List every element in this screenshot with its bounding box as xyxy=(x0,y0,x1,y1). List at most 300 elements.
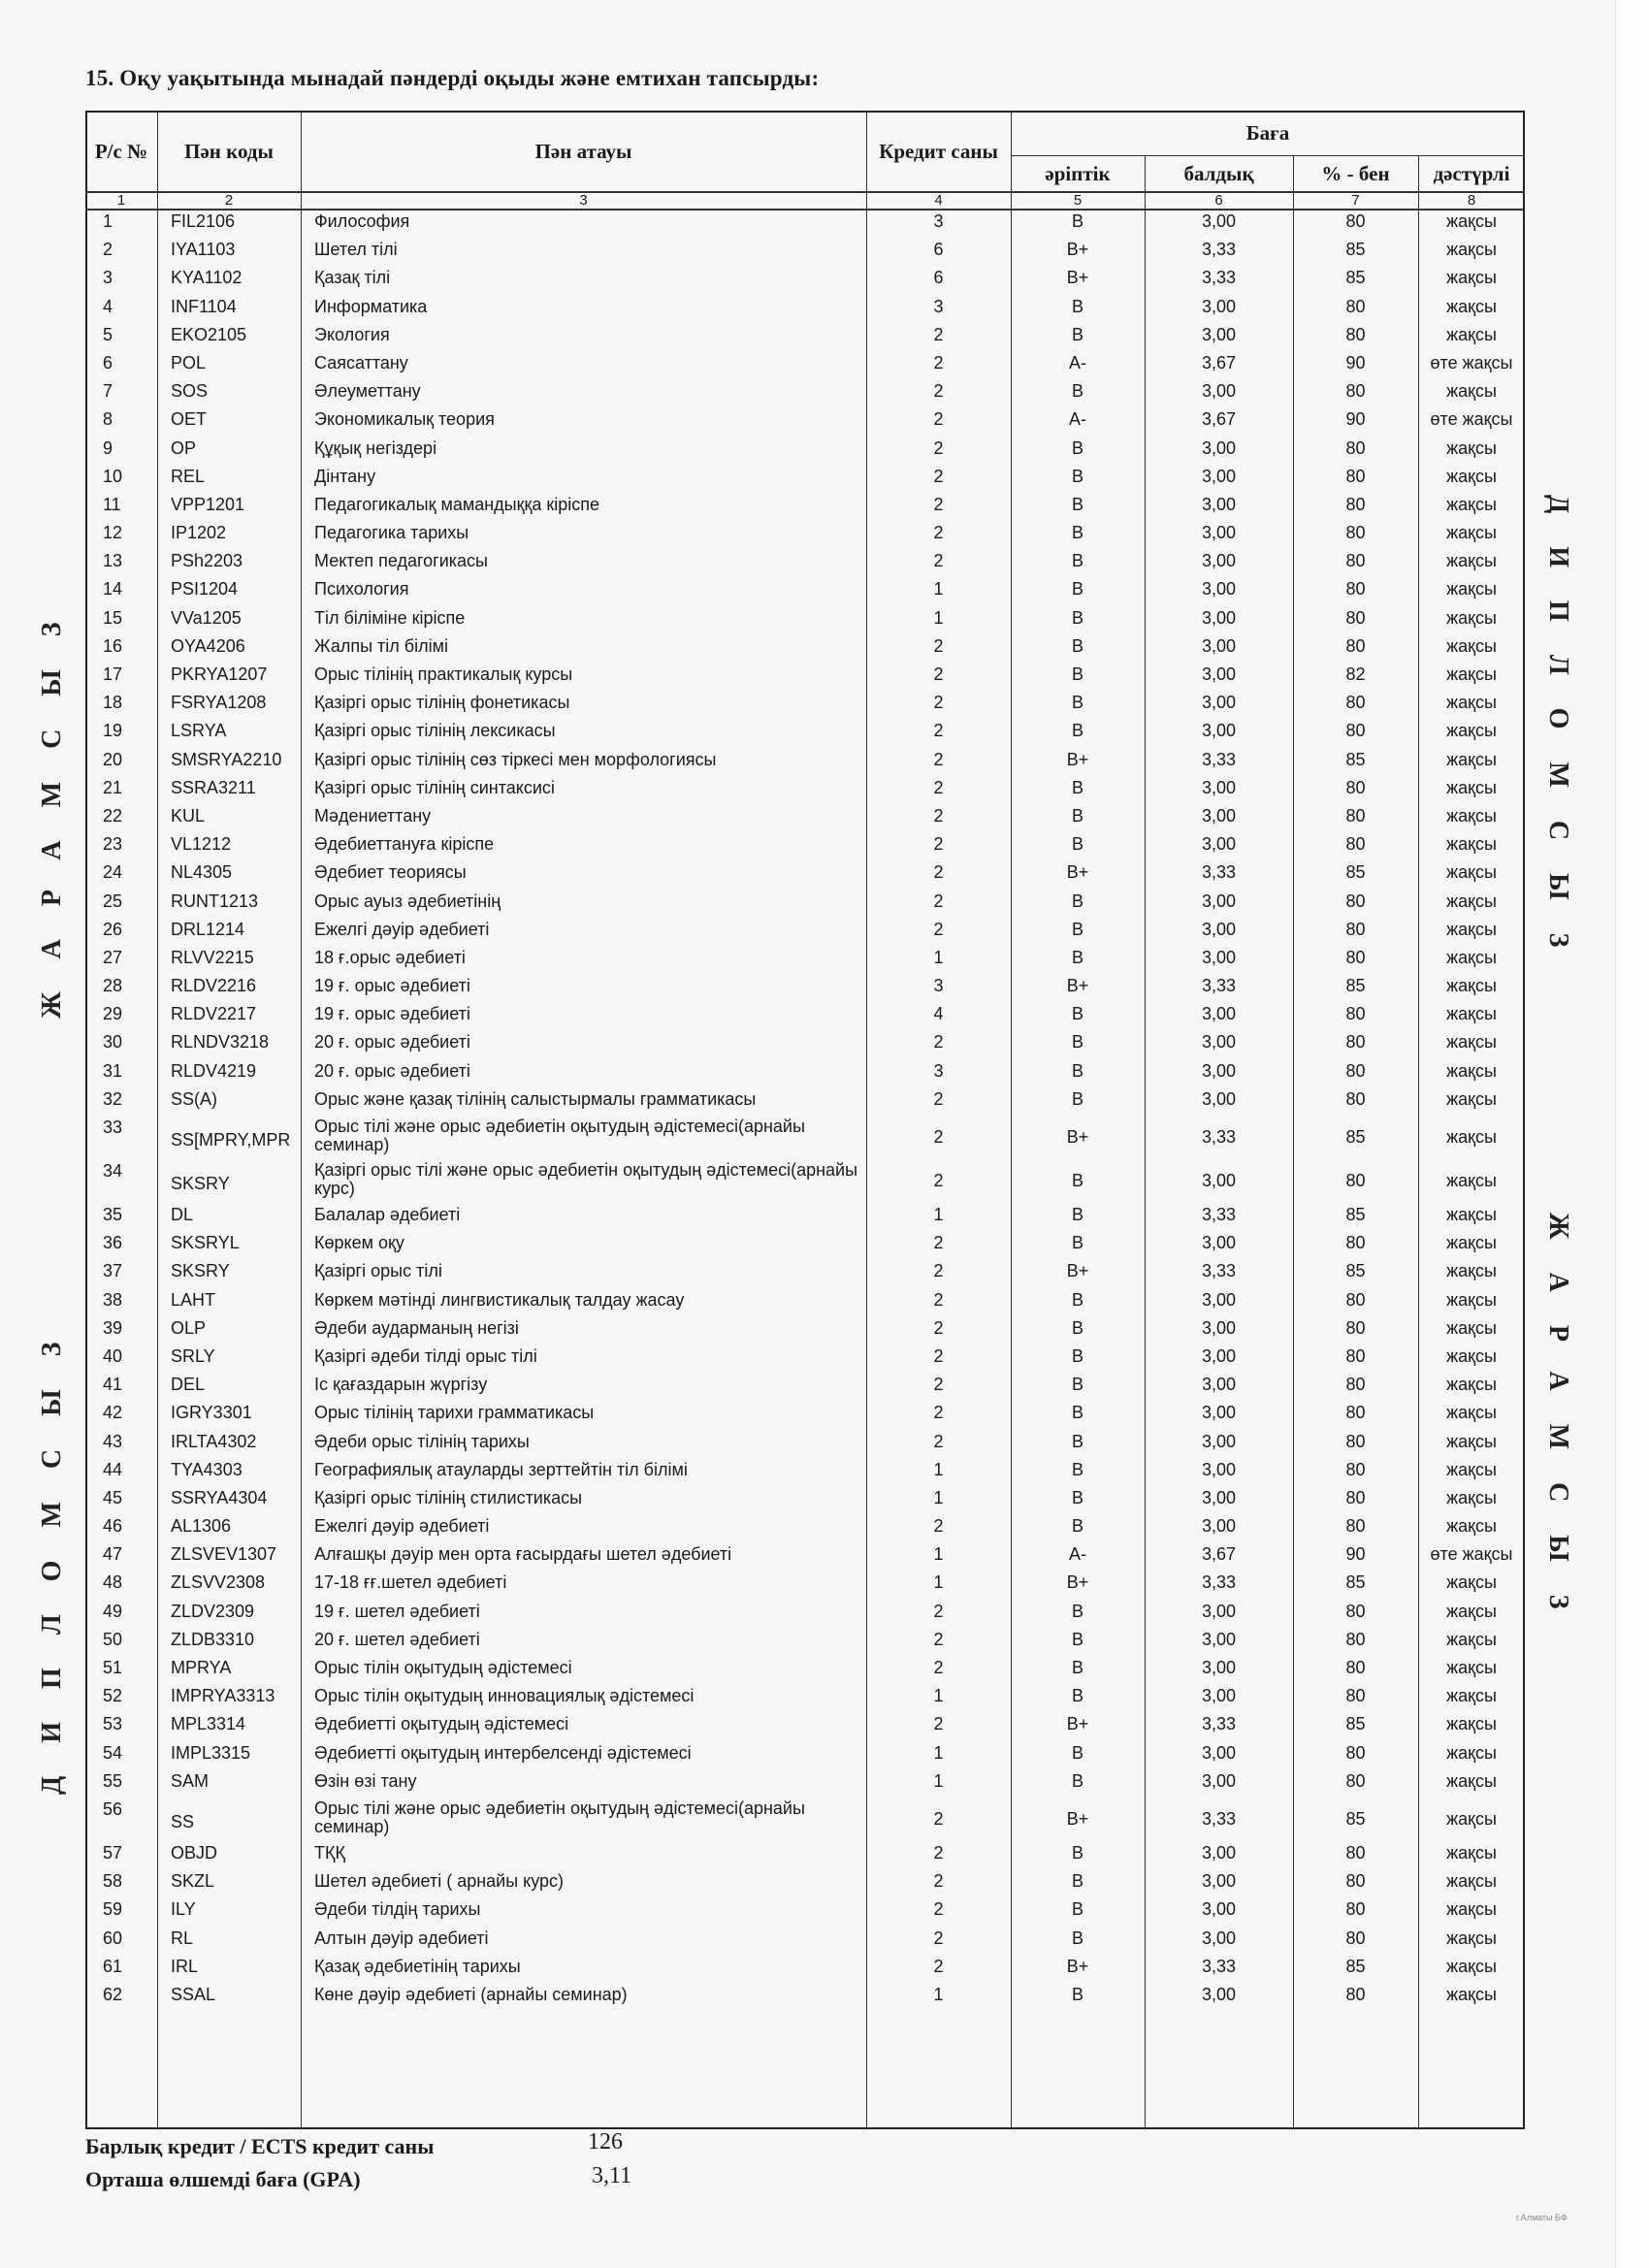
traditional-grade: жақсы xyxy=(1446,976,1497,996)
grade-points: 3,00 xyxy=(1201,494,1237,514)
row-number: 11 xyxy=(103,494,121,514)
letter-grade: B xyxy=(1071,1984,1083,2004)
col-number: 6 xyxy=(1214,192,1223,209)
row-number: 29 xyxy=(103,1004,123,1024)
credits: 2 xyxy=(933,1658,944,1677)
percent-score: 80 xyxy=(1345,324,1366,344)
row-number: 37 xyxy=(103,1261,123,1281)
letter-grade: A- xyxy=(1069,352,1086,373)
credits: 2 xyxy=(933,437,944,458)
col-number: 5 xyxy=(1073,192,1083,209)
row-number: 19 xyxy=(103,721,123,741)
course-code: SSRYA4304 xyxy=(171,1487,268,1507)
traditional-grade: жақсы xyxy=(1446,579,1497,599)
table-row xyxy=(85,1954,1525,1982)
course-code: NL4305 xyxy=(171,862,233,883)
grade-points: 3,00 xyxy=(1201,1842,1237,1863)
row-number: 54 xyxy=(103,1742,123,1763)
credits: 2 xyxy=(933,1261,944,1281)
course-code: SAM xyxy=(171,1770,210,1791)
course-name: Информатика xyxy=(314,296,428,316)
course-code: OP xyxy=(171,437,197,458)
letter-grade: B xyxy=(1071,211,1083,231)
course-code: SS xyxy=(171,1811,195,1831)
header-num: Р/с № xyxy=(94,139,148,163)
course-code: LAHT xyxy=(171,1289,216,1310)
table-row xyxy=(85,1840,1525,1868)
grade-points: 3,00 xyxy=(1201,324,1237,344)
course-name: Орыс тілін оқытудың әдістемесі xyxy=(314,1658,572,1677)
course-code: ZLDB3310 xyxy=(171,1629,255,1649)
credits: 1 xyxy=(933,1742,944,1763)
letter-grade: B xyxy=(1071,1205,1083,1224)
traditional-grade: жақсы xyxy=(1446,381,1497,402)
course-name: Шетел әдебиеті ( арнайы курс) xyxy=(314,1871,565,1892)
course-code: SMSRYA2210 xyxy=(171,749,282,769)
grade-points: 3,00 xyxy=(1201,1658,1237,1677)
credits: 1 xyxy=(933,1544,944,1565)
traditional-grade: жақсы xyxy=(1446,834,1497,855)
traditional-grade: жақсы xyxy=(1446,1842,1497,1863)
course-name: Мектеп педагогикасы xyxy=(314,551,488,571)
credits: 2 xyxy=(933,466,944,486)
credits: 2 xyxy=(933,1899,944,1920)
grade-points: 3,00 xyxy=(1201,296,1237,316)
course-code: TYA4303 xyxy=(171,1459,242,1479)
course-name: Әдеби аударманың негізі xyxy=(314,1317,519,1338)
letter-grade: B xyxy=(1071,296,1083,316)
letter-grade: B xyxy=(1071,1842,1083,1863)
table-row xyxy=(85,406,1525,435)
row-number: 52 xyxy=(103,1686,123,1706)
course-code: SRLY xyxy=(171,1345,215,1366)
percent-score: 80 xyxy=(1345,494,1366,514)
gpa-label: Орташа өлшемді баға (GPA) xyxy=(85,2167,361,2191)
credits: 2 xyxy=(933,1032,944,1053)
table-row xyxy=(85,1711,1525,1739)
percent-score: 85 xyxy=(1345,976,1366,996)
row-number: 1 xyxy=(103,211,113,231)
course-code: RLDV2217 xyxy=(171,1004,257,1024)
grade-points: 3,00 xyxy=(1201,1601,1237,1621)
percent-score: 80 xyxy=(1345,1928,1366,1948)
course-name: Ежелгі дәуір әдебиеті xyxy=(314,1516,490,1537)
table-row xyxy=(85,718,1525,746)
table-row xyxy=(85,1400,1525,1428)
grade-points: 3,00 xyxy=(1201,1516,1237,1537)
traditional-grade: жақсы xyxy=(1446,664,1497,684)
course-name: Орыс тілін оқытудың инновациялық әдістемесі xyxy=(314,1686,695,1706)
credits: 2 xyxy=(933,1808,944,1829)
traditional-grade: өте жақсы xyxy=(1430,352,1513,373)
credits: 6 xyxy=(933,268,944,288)
course-code: IMPL3315 xyxy=(171,1742,251,1763)
credits: 1 xyxy=(933,947,944,967)
course-name: 17-18 ғғ.шетел әдебиеті xyxy=(314,1572,507,1593)
row-number: 9 xyxy=(103,437,113,458)
table-row xyxy=(85,1982,1525,2010)
traditional-grade: жақсы xyxy=(1446,1601,1497,1621)
traditional-grade: жақсы xyxy=(1446,635,1497,656)
watermark-right-upper: ДИПЛОМСЫЗ xyxy=(1543,495,1573,981)
credits: 2 xyxy=(933,1317,944,1338)
percent-score: 80 xyxy=(1345,1770,1366,1791)
table-row xyxy=(85,350,1525,378)
letter-grade: B xyxy=(1071,1060,1083,1081)
table-row xyxy=(85,831,1525,859)
percent-score: 85 xyxy=(1345,749,1366,769)
traditional-grade: жақсы xyxy=(1446,324,1497,344)
grade-points: 3,00 xyxy=(1201,437,1237,458)
row-number: 28 xyxy=(103,976,123,996)
watermark-left-lower: ДИПЛОМСЫЗ xyxy=(37,1309,67,1795)
course-name: Қазіргі орыс тілі xyxy=(314,1261,442,1281)
traditional-grade: жақсы xyxy=(1446,1770,1497,1791)
traditional-grade: жақсы xyxy=(1446,268,1497,288)
row-number: 39 xyxy=(103,1317,123,1338)
grade-points: 3,00 xyxy=(1201,1233,1237,1253)
row-number: 35 xyxy=(103,1205,123,1224)
credits: 2 xyxy=(933,1842,944,1863)
course-name: Көне дәуір әдебиеті (арнайы семинар) xyxy=(314,1984,628,2004)
table-row xyxy=(85,1457,1525,1485)
course-code: SSAL xyxy=(171,1984,216,2004)
credits: 2 xyxy=(933,1088,944,1109)
percent-score: 80 xyxy=(1345,551,1366,571)
total-credits-label: Барлық кредит / ECTS кредит саны xyxy=(85,2134,435,2158)
course-name: Психология xyxy=(314,579,409,599)
table-row xyxy=(85,747,1525,775)
letter-grade: B+ xyxy=(1066,240,1089,260)
table-row xyxy=(85,576,1525,604)
course-code: RL xyxy=(171,1928,194,1948)
course-code: FIL2106 xyxy=(171,211,236,231)
course-name: Саясаттану xyxy=(314,352,408,373)
letter-grade: B xyxy=(1071,947,1083,967)
credits: 2 xyxy=(933,1375,944,1395)
course-name: Әдебиетті оқытудың әдістемесі xyxy=(314,1714,569,1734)
row-number: 60 xyxy=(103,1928,123,1948)
table-row xyxy=(85,1513,1525,1541)
grade-points: 3,00 xyxy=(1201,1403,1237,1423)
traditional-grade: жақсы xyxy=(1446,494,1497,514)
grade-points: 3,33 xyxy=(1201,1956,1237,1976)
grade-points: 3,00 xyxy=(1201,805,1237,826)
credits: 2 xyxy=(933,749,944,769)
course-code: PSI1204 xyxy=(171,579,239,599)
grade-points: 3,00 xyxy=(1201,1871,1237,1892)
grade-points: 3,00 xyxy=(1201,1899,1237,1920)
row-number: 41 xyxy=(103,1375,123,1395)
course-name: Алғашқы дәуір мен орта ғасырдағы шетел әдебиеті xyxy=(314,1544,732,1565)
header-grade-group: Баға xyxy=(1245,121,1290,145)
grade-points: 3,33 xyxy=(1201,1808,1237,1829)
header-credits: Кредит саны xyxy=(879,139,998,163)
grade-points: 3,33 xyxy=(1201,1261,1237,1281)
letter-grade: B xyxy=(1071,1431,1083,1451)
traditional-grade: жақсы xyxy=(1446,777,1497,797)
credits: 2 xyxy=(933,919,944,939)
course-name: Қазіргі әдеби тілді орыс тілі xyxy=(314,1345,537,1366)
course-name: Қазіргі орыс тілінің сөз тіркесі мен морфологиясы xyxy=(314,749,717,769)
course-code: SS[MPRY,MPR xyxy=(171,1130,291,1150)
percent-score: 80 xyxy=(1345,1984,1366,2004)
col-number: 2 xyxy=(224,192,234,209)
page-edge xyxy=(1615,0,1649,2268)
letter-grade: B+ xyxy=(1066,1261,1089,1281)
course-code: IRL xyxy=(171,1956,199,1976)
course-code: IGRY3301 xyxy=(171,1403,252,1423)
traditional-grade: жақсы xyxy=(1446,1572,1497,1593)
row-number: 8 xyxy=(103,409,113,430)
letter-grade: B xyxy=(1071,437,1083,458)
header-letter: әріптік xyxy=(1045,161,1111,185)
credits: 1 xyxy=(933,1770,944,1791)
traditional-grade: жақсы xyxy=(1446,1956,1497,1976)
grade-points: 3,33 xyxy=(1201,1127,1237,1147)
table-row xyxy=(85,436,1525,464)
row-number: 6 xyxy=(103,352,113,373)
traditional-grade: жақсы xyxy=(1446,1205,1497,1224)
grade-points: 3,00 xyxy=(1201,466,1237,486)
course-name: Орыс және қазақ тілінің салыстырмалы грамматикасы xyxy=(314,1088,757,1109)
row-number: 40 xyxy=(103,1345,123,1366)
letter-grade: B+ xyxy=(1066,1714,1089,1734)
grade-points: 3,00 xyxy=(1201,551,1237,571)
course-code: MPRYA xyxy=(171,1658,232,1677)
percent-score: 80 xyxy=(1345,1842,1366,1863)
table-row xyxy=(85,1258,1525,1286)
table-row xyxy=(85,378,1525,406)
table-row xyxy=(85,294,1525,322)
percent-score: 80 xyxy=(1345,466,1366,486)
table-row xyxy=(85,520,1525,548)
letter-grade: B+ xyxy=(1066,1808,1089,1829)
course-name: Алтын дәуір әдебиеті xyxy=(314,1928,489,1948)
course-code: FSRYA1208 xyxy=(171,693,267,713)
table-row xyxy=(85,917,1525,945)
credits: 3 xyxy=(933,296,944,316)
credits: 2 xyxy=(933,693,944,713)
row-number: 47 xyxy=(103,1544,123,1565)
grade-points: 3,00 xyxy=(1201,1742,1237,1763)
course-name: Орыс тілінің практикалық курсы xyxy=(314,664,573,684)
credits: 2 xyxy=(933,494,944,514)
course-code: INF1104 xyxy=(171,296,237,316)
letter-grade: B+ xyxy=(1066,749,1089,769)
course-name: 20 ғ. орыс әдебиеті xyxy=(314,1032,470,1053)
percent-score: 90 xyxy=(1345,1544,1366,1565)
letter-grade: B xyxy=(1071,1601,1083,1621)
course-name: Ежелгі дәуір әдебиеті xyxy=(314,919,490,939)
table-row xyxy=(85,1896,1525,1925)
row-number: 36 xyxy=(103,1233,123,1253)
traditional-grade: жақсы xyxy=(1446,1127,1497,1147)
course-name: Жалпы тіл білімі xyxy=(314,635,448,656)
table-row xyxy=(85,1230,1525,1258)
course-name: Тіл біліміне кіріспе xyxy=(314,607,466,628)
letter-grade: B xyxy=(1071,1686,1083,1706)
letter-grade: B xyxy=(1071,1516,1083,1537)
row-number: 56 xyxy=(103,1798,123,1819)
percent-score: 80 xyxy=(1345,1233,1366,1253)
table-row xyxy=(85,1599,1525,1627)
grade-points: 3,00 xyxy=(1201,1686,1237,1706)
table-row xyxy=(85,548,1525,576)
letter-grade: B xyxy=(1071,1088,1083,1109)
printer-mark: г.Алматы БФ xyxy=(1516,2213,1568,2222)
grade-points: 3,00 xyxy=(1201,1770,1237,1791)
grade-points: 3,33 xyxy=(1201,862,1237,883)
percent-score: 80 xyxy=(1345,1431,1366,1451)
percent-score: 80 xyxy=(1345,437,1366,458)
course-code: PKRYA1207 xyxy=(171,664,268,684)
course-code: DL xyxy=(171,1205,194,1224)
course-name: Әдебиеттануға кіріспе xyxy=(314,834,495,855)
traditional-grade: жақсы xyxy=(1446,1459,1497,1479)
percent-score: 80 xyxy=(1345,579,1366,599)
grade-points: 3,00 xyxy=(1201,1459,1237,1479)
traditional-grade: жақсы xyxy=(1446,466,1497,486)
traditional-grade: жақсы xyxy=(1446,1928,1497,1948)
gpa-value: 3,11 xyxy=(592,2163,632,2188)
course-code: OET xyxy=(171,409,208,430)
grade-points: 3,00 xyxy=(1201,211,1237,231)
percent-score: 80 xyxy=(1345,834,1366,855)
credits: 1 xyxy=(933,1205,944,1224)
letter-grade: B xyxy=(1071,1487,1083,1507)
traditional-grade: жақсы xyxy=(1446,919,1497,939)
row-number: 4 xyxy=(103,296,113,316)
course-code: RLNDV3218 xyxy=(171,1032,270,1053)
letter-grade: B xyxy=(1071,1317,1083,1338)
percent-score: 80 xyxy=(1345,693,1366,713)
letter-grade: B xyxy=(1071,834,1083,855)
course-name: Құқық негіздері xyxy=(314,437,437,458)
header-percent: % - бен xyxy=(1321,161,1390,185)
course-name: Орыс тілінің тарихи грамматикасы xyxy=(314,1403,595,1423)
percent-score: 85 xyxy=(1345,862,1366,883)
table-row xyxy=(85,1485,1525,1513)
credits: 2 xyxy=(933,324,944,344)
traditional-grade: жақсы xyxy=(1446,211,1497,231)
row-number: 46 xyxy=(103,1516,123,1537)
course-name: Орыс ауыз әдебиетінің xyxy=(314,891,501,911)
traditional-grade: жақсы xyxy=(1446,1984,1497,2004)
percent-score: 80 xyxy=(1345,1345,1366,1366)
letter-grade: B xyxy=(1071,1770,1083,1791)
credits: 2 xyxy=(933,1714,944,1734)
grade-points: 3,00 xyxy=(1201,947,1237,967)
course-code: IMPRYA3313 xyxy=(171,1686,275,1706)
row-number: 15 xyxy=(103,607,123,628)
letter-grade: B xyxy=(1071,551,1083,571)
traditional-grade: жақсы xyxy=(1446,1004,1497,1024)
percent-score: 80 xyxy=(1345,1403,1366,1423)
credits: 1 xyxy=(933,1487,944,1507)
course-code: POL xyxy=(171,352,207,373)
letter-grade: B xyxy=(1071,919,1083,939)
row-number: 32 xyxy=(103,1088,123,1109)
grade-points: 3,00 xyxy=(1201,1984,1237,2004)
row-number: 14 xyxy=(103,579,123,599)
course-code: EKO2105 xyxy=(171,324,247,344)
grade-points: 3,33 xyxy=(1201,1572,1237,1593)
letter-grade: B xyxy=(1071,381,1083,402)
percent-score: 85 xyxy=(1345,240,1366,260)
header-traditional: дәстүрлі xyxy=(1433,161,1510,185)
course-name: ТҚҚ xyxy=(314,1842,345,1863)
letter-grade: B xyxy=(1071,1742,1083,1763)
course-name: Орыс тілі және орыс әдебиетін оқытудың әдістемесі(арнайы семинар) xyxy=(314,1798,805,1836)
percent-score: 80 xyxy=(1345,1601,1366,1621)
course-code: VPP1201 xyxy=(171,494,245,514)
course-name: 18 ғ.орыс әдебиеті xyxy=(314,947,466,967)
traditional-grade: өте жақсы xyxy=(1430,409,1513,430)
traditional-grade: жақсы xyxy=(1446,1871,1497,1892)
grade-points: 3,00 xyxy=(1201,1345,1237,1366)
header-name: Пән атауы xyxy=(534,139,632,163)
table-row xyxy=(85,1001,1525,1029)
letter-grade: B xyxy=(1071,1459,1083,1479)
course-name: Мәдениеттану xyxy=(314,805,432,826)
letter-grade: B xyxy=(1071,1928,1083,1948)
row-number: 59 xyxy=(103,1899,123,1920)
percent-score: 85 xyxy=(1345,268,1366,288)
letter-grade: B xyxy=(1071,1658,1083,1677)
row-number: 7 xyxy=(103,381,113,402)
table-row xyxy=(85,1372,1525,1400)
traditional-grade: жақсы xyxy=(1446,437,1497,458)
traditional-grade: жақсы xyxy=(1446,1658,1497,1677)
percent-score: 85 xyxy=(1345,1714,1366,1734)
row-number: 18 xyxy=(103,693,123,713)
grade-points: 3,00 xyxy=(1201,607,1237,628)
percent-score: 80 xyxy=(1345,721,1366,741)
course-name: Әдеби орыс тілінің тарихы xyxy=(314,1431,530,1451)
course-name: Экология xyxy=(314,324,390,344)
letter-grade: B xyxy=(1071,1004,1083,1024)
row-number: 34 xyxy=(103,1161,123,1181)
grade-points: 3,00 xyxy=(1201,1317,1237,1338)
row-number: 25 xyxy=(103,891,123,911)
course-name: Қазақ әдебиетінің тарихы xyxy=(314,1956,521,1976)
course-code: SKSRY xyxy=(171,1261,230,1281)
credits: 2 xyxy=(933,1871,944,1892)
letter-grade: B+ xyxy=(1066,1956,1089,1976)
course-name: Философия xyxy=(314,211,410,231)
percent-score: 80 xyxy=(1345,296,1366,316)
table-row xyxy=(85,1315,1525,1344)
percent-score: 85 xyxy=(1345,1808,1366,1829)
table-row xyxy=(85,945,1525,973)
letter-grade: B xyxy=(1071,664,1083,684)
grade-points: 3,00 xyxy=(1201,523,1237,543)
row-number: 12 xyxy=(103,523,123,543)
grade-points: 3,00 xyxy=(1201,919,1237,939)
table-row xyxy=(85,1868,1525,1896)
course-name: Географиялық атауларды зерттейтін тіл білімі xyxy=(314,1459,688,1479)
percent-score: 80 xyxy=(1345,1899,1366,1920)
credits: 2 xyxy=(933,862,944,883)
table-row xyxy=(85,1115,1525,1158)
table-row xyxy=(85,889,1525,917)
course-name: Қазіргі орыс тілінің синтаксисі xyxy=(314,777,555,797)
course-name: Педагогикалық мамандыққа кіріспе xyxy=(314,494,600,514)
col-number: 8 xyxy=(1467,192,1476,209)
table-row xyxy=(85,492,1525,520)
course-code: RUNT1213 xyxy=(171,891,259,911)
